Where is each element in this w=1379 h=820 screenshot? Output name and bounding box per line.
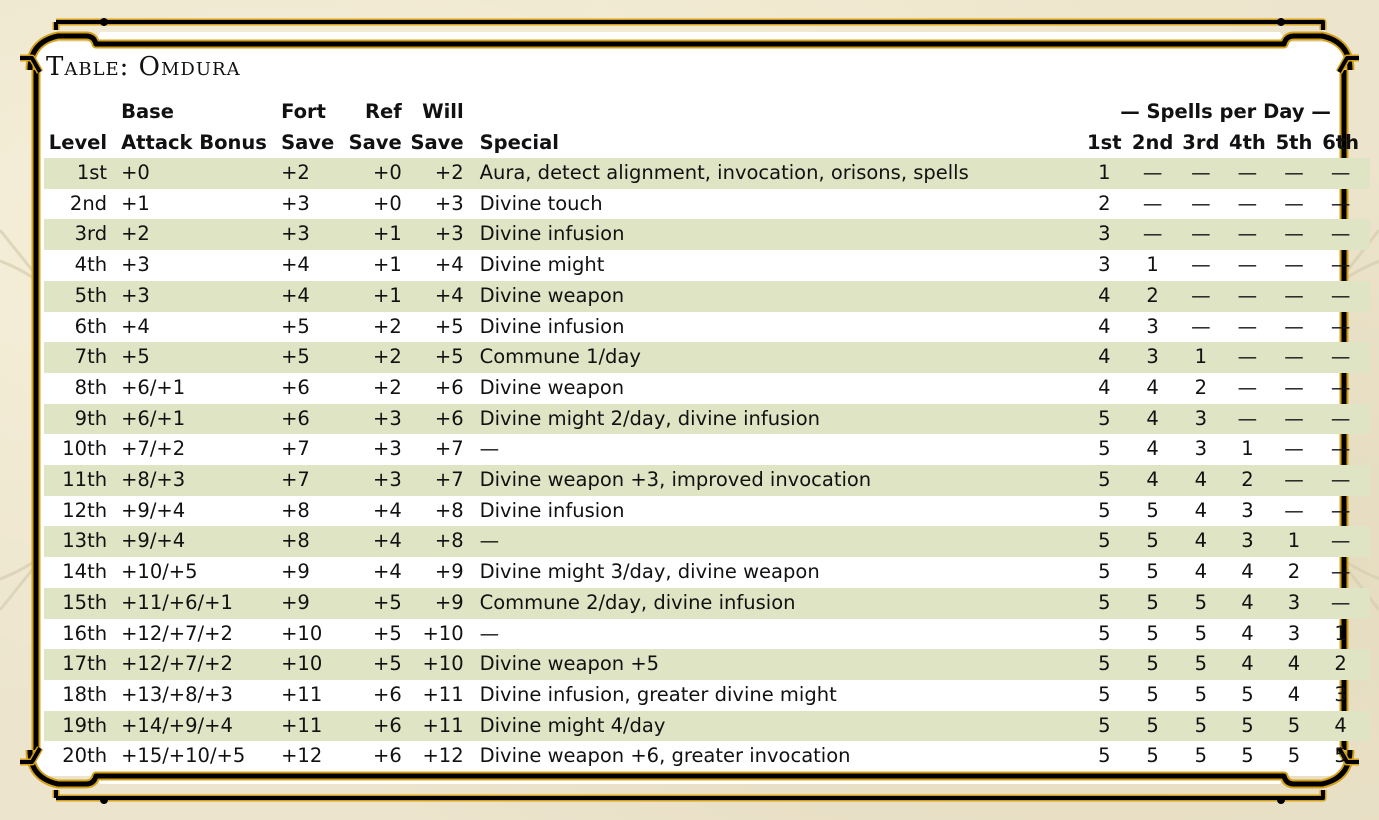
spells-cell: — [1271,219,1318,250]
spells-cell: — [1191,314,1211,338]
ref-cell: +4 [344,526,406,557]
table-title: Table: Omdura [46,52,241,82]
will-cell: +12 [422,744,464,768]
bab-cell: +9/+4 [111,526,277,557]
spells-cell: 5 [1098,682,1111,706]
ref-cell: +0 [344,158,406,189]
spells-cell: 5 [1081,588,1128,619]
fort-cell: +6 [281,375,310,399]
fort-cell: +4 [281,253,310,277]
level-cell: 18th [62,682,108,706]
spells-cell: — [1271,404,1318,435]
header-level: Level [48,131,108,154]
ref-cell: +1 [344,219,406,250]
will-cell: +7 [406,465,468,496]
header-will-top: Will [422,100,464,123]
ref-cell: +4 [373,498,402,522]
spells-cell: — [1142,191,1163,215]
will-cell: +5 [434,314,464,338]
special-cell: Divine weapon [479,375,625,399]
special-cell: Commune 1/day [468,342,1081,373]
special-cell: Divine might 4/day [468,711,1081,742]
header-ref: Save [348,131,402,154]
table-row [44,404,1370,435]
header-spell-5th: 5th [1275,131,1313,154]
spells-cell: 4 [1317,711,1370,742]
spells-cell: 4 [1194,498,1208,522]
spells-cell: 4 [1241,621,1254,645]
level-cell: 5th [44,281,111,312]
spells-cell: 3 [1224,526,1271,557]
bab-cell: +1 [121,191,150,215]
spells-cell: 3 [1146,314,1159,338]
spells-cell: — [1284,314,1304,338]
header-level-top [44,96,111,127]
spells-cell: 5 [1178,649,1225,680]
table-row [44,373,1370,404]
header-spells-per-day: — Spells per Day — [1120,100,1331,123]
spells-cell: — [1191,191,1211,215]
will-cell: +11 [406,711,468,742]
special-cell: Divine infusion, greater divine might [479,682,837,706]
bab-cell: +6/+1 [121,375,186,399]
spells-cell: 1 [1334,621,1347,645]
level-cell: 6th [74,314,108,338]
spells-cell: 2 [1128,281,1178,312]
spells-cell: — [1224,219,1271,250]
fort-cell: +5 [281,314,310,338]
spells-cell: 3 [1194,437,1208,461]
table-panel [36,52,1359,778]
table-row [44,342,1370,373]
spells-cell: — [1330,498,1351,522]
spells-cell: 4 [1146,437,1159,461]
spells-cell: 5 [1098,744,1111,768]
level-cell: 20th [62,744,108,768]
spells-cell: 4 [1178,526,1225,557]
fort-cell: +2 [277,158,344,189]
table-row [44,619,1370,650]
spells-cell: 3 [1241,498,1254,522]
ref-cell: +5 [373,621,402,645]
special-cell: Divine infusion [479,314,625,338]
fort-cell: +7 [277,465,344,496]
will-cell: +2 [406,158,468,189]
spells-cell: 2 [1224,465,1271,496]
table-row [44,680,1370,711]
spells-cell: 5 [1178,711,1225,742]
special-cell: Commune 2/day, divine infusion [468,588,1081,619]
level-cell: 10th [62,437,108,461]
level-cell: 2nd [69,191,108,215]
spells-cell: 4 [1271,649,1318,680]
spells-cell: 5 [1241,744,1254,768]
will-cell: +6 [406,404,468,435]
fort-cell: +3 [281,191,310,215]
spells-cell: — [1284,253,1304,277]
fort-cell: +11 [281,682,323,706]
spells-cell: 2 [1098,191,1111,215]
spells-cell: 5 [1146,498,1159,522]
ref-cell: +2 [373,314,402,338]
fort-cell: +4 [277,281,344,312]
spells-cell: — [1224,342,1271,373]
spells-cell: 4 [1224,649,1271,680]
spells-cell: 2 [1194,375,1208,399]
bab-cell: +8/+3 [111,465,277,496]
header-ref-top: Ref [365,100,402,123]
bab-cell: +11/+6/+1 [111,588,277,619]
spells-cell: — [1191,253,1211,277]
spells-cell: 5 [1128,711,1178,742]
spells-cell: 5 [1128,588,1178,619]
header-special: Special [479,131,559,154]
spells-cell: 5 [1224,711,1271,742]
spells-cell: 5 [1081,404,1128,435]
spells-cell: 4 [1241,560,1254,584]
table-row [44,434,1370,465]
spells-cell: 4 [1128,404,1178,435]
will-cell: +11 [422,682,464,706]
spells-cell: 3 [1287,621,1301,645]
bab-cell: +6/+1 [111,404,277,435]
spells-cell: 3 [1178,404,1225,435]
table-row [44,465,1370,496]
table-row [44,250,1370,281]
table-row [44,219,1370,250]
table-row [44,741,1370,772]
will-cell: +8 [406,526,468,557]
class-progression-table [44,96,1370,772]
bab-cell: +15/+10/+5 [121,744,246,768]
spells-cell: 5 [1271,711,1318,742]
spells-cell: — [1317,588,1370,619]
level-cell: 15th [44,588,111,619]
spells-cell: — [1271,281,1318,312]
level-cell: 19th [44,711,111,742]
will-cell: +6 [434,375,464,399]
ref-cell: +1 [344,281,406,312]
bab-cell: +4 [121,314,150,338]
bab-cell: +10/+5 [121,560,198,584]
fort-cell: +10 [281,621,323,645]
spells-cell: 4 [1098,375,1111,399]
spells-cell: 5 [1098,621,1111,645]
fort-cell: +3 [277,219,344,250]
spells-cell: 5 [1194,744,1208,768]
bab-cell: +13/+8/+3 [121,682,233,706]
header-bab: Attack Bonus [121,131,267,154]
ref-cell: +2 [344,342,406,373]
level-cell: 11th [44,465,111,496]
header-spell-6th: 6th [1322,131,1359,154]
will-cell: +3 [434,191,464,215]
spells-cell: 5 [1334,744,1347,768]
fort-cell: +9 [277,588,344,619]
spells-cell: 1 [1178,342,1225,373]
fort-cell: +11 [277,711,344,742]
spells-cell: 4 [1098,314,1111,338]
special-cell: — [479,621,500,645]
level-cell: 16th [62,621,108,645]
fort-cell: +9 [281,560,310,584]
spells-cell: — [1317,404,1370,435]
special-cell: Divine weapon +5 [468,649,1081,680]
fort-cell: +5 [277,342,344,373]
special-cell: — [479,437,500,461]
bab-cell: +9/+4 [121,498,186,522]
bab-cell: +0 [111,158,277,189]
spells-cell: — [1224,404,1271,435]
spells-cell: — [1317,219,1370,250]
spells-cell: 5 [1146,682,1159,706]
spells-cell: 4 [1081,342,1128,373]
ref-cell: +5 [344,649,406,680]
ref-cell: +0 [373,191,402,215]
spells-cell: — [1178,158,1225,189]
header-fort-top: Fort [281,100,326,123]
special-cell: Divine weapon [468,281,1081,312]
special-cell: Aura, detect alignment, invocation, orisons, spells [468,158,1081,189]
table-row [44,649,1370,680]
special-cell: — [468,526,1081,557]
ref-cell: +3 [344,404,406,435]
spells-cell: 3 [1128,342,1178,373]
special-cell: Divine infusion [479,498,625,522]
spells-cell: — [1237,253,1258,277]
table-body [44,158,1370,772]
spells-cell: 5 [1146,744,1159,768]
level-cell: 13th [44,526,111,557]
header-spell-3rd: 3rd [1182,131,1220,154]
spells-cell: 4 [1146,375,1159,399]
spells-cell: — [1330,437,1351,461]
table-row [44,588,1370,619]
header-spell-2nd: 2nd [1131,131,1174,154]
spells-cell: 5 [1081,465,1128,496]
will-cell: +4 [406,281,468,312]
spells-cell: 2 [1287,560,1301,584]
header-row [44,127,1370,158]
spells-cell: 5 [1241,682,1254,706]
special-cell: Divine infusion [468,219,1081,250]
fort-cell: +7 [281,437,310,461]
spells-cell: — [1224,158,1271,189]
level-cell: 9th [44,404,111,435]
spells-cell: — [1178,281,1225,312]
fort-cell: +12 [281,744,323,768]
spells-cell: 5 [1081,711,1128,742]
spells-cell: 4 [1287,682,1301,706]
level-cell: 8th [74,375,108,399]
special-cell: Divine touch [479,191,603,215]
spells-cell: 5 [1081,526,1128,557]
spells-cell: 4 [1194,560,1208,584]
spells-cell: — [1128,219,1178,250]
ref-cell: +6 [344,711,406,742]
spells-cell: — [1237,191,1258,215]
level-cell: 17th [44,649,111,680]
table-row [44,158,1370,189]
spells-cell: 3 [1271,588,1318,619]
spells-cell: 1 [1146,253,1159,277]
ref-cell: +6 [373,682,402,706]
spells-cell: — [1224,281,1271,312]
spells-cell: 5 [1287,744,1301,768]
header-spell-4th: 4th [1229,131,1266,154]
spells-cell: 1 [1271,526,1318,557]
spells-cell: 3 [1098,253,1111,277]
bab-cell: +14/+9/+4 [111,711,277,742]
spells-cell: — [1271,465,1318,496]
spells-cell: 4 [1081,281,1128,312]
will-cell: +10 [422,621,464,645]
header-will: Save [410,131,464,154]
ref-cell: +6 [373,744,402,768]
spells-cell: — [1317,526,1370,557]
level-cell: 3rd [44,219,111,250]
spells-cell: — [1128,158,1178,189]
special-cell: Divine weapon +3, improved invocation [468,465,1081,496]
table-row [44,189,1370,220]
fort-cell: +8 [281,498,310,522]
spells-cell: — [1284,498,1304,522]
header-bab-top: Base [121,100,174,123]
will-cell: +8 [434,498,464,522]
bab-cell: +3 [111,281,277,312]
table-row [44,281,1370,312]
spells-cell: — [1330,375,1351,399]
spells-cell: 4 [1128,465,1178,496]
spells-cell: 5 [1098,437,1111,461]
header-fort: Save [281,131,335,154]
spells-cell: — [1330,191,1351,215]
level-cell: 4th [74,253,108,277]
header-row-top [44,96,1370,127]
bab-cell: +12/+7/+2 [121,621,233,645]
spells-cell: — [1271,342,1318,373]
table-row [44,711,1370,742]
special-cell: Divine might 3/day, divine weapon [479,560,820,584]
will-cell: +7 [434,437,464,461]
ref-cell: +5 [344,588,406,619]
spells-cell: 5 [1194,621,1208,645]
fort-cell: +6 [277,404,344,435]
level-cell: 14th [62,560,108,584]
spells-cell: — [1237,314,1258,338]
spells-cell: 5 [1146,621,1159,645]
will-cell: +4 [434,253,464,277]
spells-cell: 5 [1178,588,1225,619]
will-cell: +9 [406,588,468,619]
table-row [44,496,1370,527]
spells-cell: 5 [1081,649,1128,680]
spells-cell: 5 [1128,649,1178,680]
spells-cell: 3 [1081,219,1128,250]
spells-cell: 5 [1098,498,1111,522]
special-cell: Divine weapon +6, greater invocation [479,744,851,768]
ref-cell: +2 [373,375,402,399]
bab-cell: +12/+7/+2 [111,649,277,680]
spells-cell: 4 [1178,465,1225,496]
spells-cell: 5 [1194,682,1208,706]
header-spell-1st: 1st [1087,131,1122,154]
fort-cell: +8 [277,526,344,557]
spells-cell: 5 [1128,526,1178,557]
spells-cell: — [1284,375,1304,399]
spells-cell: — [1317,281,1370,312]
spells-cell: — [1317,158,1370,189]
will-cell: +5 [406,342,468,373]
spells-cell: 2 [1317,649,1370,680]
spells-cell: — [1271,158,1318,189]
bab-cell: +3 [121,253,150,277]
spells-cell: 3 [1334,682,1347,706]
level-cell: 1st [44,158,111,189]
spells-cell: — [1178,219,1225,250]
spells-cell: 5 [1098,560,1111,584]
spells-cell: — [1237,375,1258,399]
spells-cell: — [1317,465,1370,496]
spells-cell: 1 [1081,158,1128,189]
spells-cell: — [1317,342,1370,373]
spells-cell: — [1284,437,1304,461]
ref-cell: +3 [344,465,406,496]
will-cell: +9 [434,560,464,584]
bab-cell: +7/+2 [121,437,186,461]
spells-cell: — [1330,253,1351,277]
spells-cell: 4 [1224,588,1271,619]
bab-cell: +2 [111,219,277,250]
level-cell: 12th [62,498,108,522]
ref-cell: +1 [373,253,402,277]
ref-cell: +3 [373,437,402,461]
ref-cell: +4 [373,560,402,584]
table-row [44,557,1370,588]
spells-cell: — [1330,314,1351,338]
header-special-top [468,96,1081,127]
table-row [44,526,1370,557]
special-cell: Divine might [479,253,605,277]
special-cell: Divine might 2/day, divine infusion [468,404,1081,435]
table-row [44,312,1370,343]
spells-cell: — [1330,560,1351,584]
fort-cell: +10 [277,649,344,680]
level-cell: 7th [44,342,111,373]
spells-cell: — [1284,191,1304,215]
spells-cell: 5 [1146,560,1159,584]
bab-cell: +5 [111,342,277,373]
will-cell: +3 [406,219,468,250]
will-cell: +10 [406,649,468,680]
spells-cell: 1 [1241,437,1254,461]
